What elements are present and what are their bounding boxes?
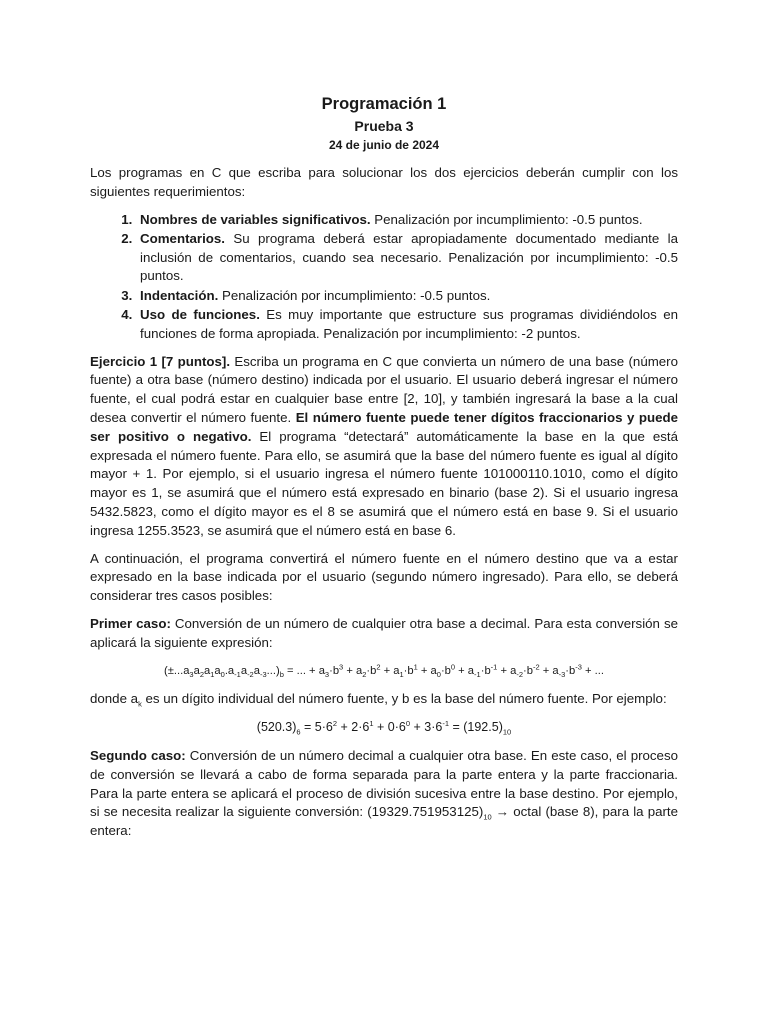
document-title: Programación 1 (321, 95, 447, 113)
continuation-paragraph: A continuación, el programa convertirá el número fuente en el número destino que va a estar expresado en la base indicada por el usuario (segundo número ingresado). Para ello, se deberá considerar tres casos posibles: (90, 550, 678, 604)
requirement-text: Su programa deberá estar apropiadamente documentado mediante la inclusión de comentarios, cuando sea necesario. Penalización por incumplimiento: -0.5 puntos. (140, 230, 678, 284)
intro-paragraph: Los programas en C que escriba para solucionar los dos ejercicios deberán cumplir con los siguientes requerimientos: (90, 165, 678, 199)
document-subtitle: Prueba 3 (354, 118, 414, 134)
exercise1-paragraph (90, 353, 678, 541)
requirement-title: Comentarios. (140, 230, 225, 246)
case1-paragraph (90, 615, 678, 653)
requirement-item (136, 287, 678, 306)
requirement-title: Nombres de variables significativos. (140, 211, 371, 227)
requirement-title: Uso de funciones. (140, 307, 260, 323)
exercise1-emphasis: El número fuente puede tener dígitos fraccionarios y puede ser positivo o negativo. (90, 410, 678, 444)
case2-text: Conversión de un número decimal a cualquier otra base. En este caso, el proceso de conversión se llevará a cabo de forma separada para la parte entera y la parte fraccionaria. Para la parte entera se aplicará el proceso de división sucesiva entre la base destino. Por ejemplo, si se necesita realizar la siguiente conversión: (19329.751953125) (90, 748, 678, 820)
requirement-item (136, 230, 678, 286)
exercise1-text: Escriba un programa en C que convierta un número de una base (número fuente) a otra base (número destino) indicada por el usuario. El usuario deberá ingresar el número fuente, el cual podrá estar en cualquier base entre [2, 10], y también ingresará la base a la cual desea convertir el número fuente. (90, 353, 679, 426)
conversion-formula: $(\pm...a_3a_2a_1a_0.a_{-1}a_{-2}a_{-3}...)_b$ = ... + $a_3\cdot b^3 + a_2\cdot b^2 + a_1\cdot b^1 + a_0\cdot b^0 + a_{-1}\cdot b^{-1} + a_{-2}\cdot b^{-2} + a_{-3}\cdot b^{-3}$ + ... (164, 661, 604, 679)
case2-paragraph: Segundo caso: Conversión de un número decimal a cualquier otra base. En este caso, el proceso de conversión se llevará a cabo de forma separada para la parte entera y la parte fraccionaria. Para la parte entera se aplicará el proceso de división sucesiva entre la base destino. Por ejemplo, si se necesita realizar la siguiente conversión: $(19329.751953125)_{10}$ → octal (base 8), para la parte entera: (90, 748, 678, 839)
case1-label: Primer caso: (90, 616, 171, 632)
document-date: 24 de junio de 2024 (328, 138, 440, 152)
requirement-text: Penalización por incumplimiento: -0.5 puntos. (218, 287, 491, 303)
case2-label: Segundo caso: (90, 748, 186, 764)
requirements-list (90, 211, 678, 344)
exercise1-text-continued: El programa “detectará” automáticamente la base en la que está expresada el número fuente. Para ello, se asumirá que la base del número fuente es igual al dígito mayor + 1. Por ejemplo, si el usuario ingresa el número fuente 101000110.1010, como el dígito mayor es 1, se asumirá que el número está expresado en binario (base 2). Si el usuario ingresa 5432.5823, como el dígito mayor es el 8 se asumirá que el número está en base 9. Si el usuario ingresa 1255.3523, se asumirá que el número está en base 6. (90, 428, 678, 538)
document-content (90, 94, 678, 850)
example-formula: $(520.3)_6 = 5\cdot 6^2 + 2\cdot 6^1 + 0\cdot 6^0 + 3\cdot 6^{-1} = (192.5)_{10}$ (256, 719, 512, 737)
case1-text: Conversión de un número de cualquier otra base a decimal. Para esta conversión se aplicará la siguiente expresión: (90, 616, 678, 650)
requirement-item (136, 306, 678, 344)
requirement-text: Es muy importante que estructure sus programas dividiéndolos en funciones de forma apropiada. Penalización por incumplimiento: -2 puntos. (140, 307, 678, 341)
exercise1-label: Ejercicio 1 [7 puntos]. (90, 353, 231, 369)
case2-text-end: → octal (base 8), para la parte entera: (90, 804, 678, 839)
requirement-item (136, 211, 678, 230)
where-paragraph: donde $a_k$ es un dígito individual del número fuente, y b es la base del número fuente. Por ejemplo: (90, 691, 667, 710)
requirement-title: Indentación. (140, 287, 219, 303)
requirement-text: Penalización por incumplimiento: -0.5 puntos. (370, 211, 643, 227)
